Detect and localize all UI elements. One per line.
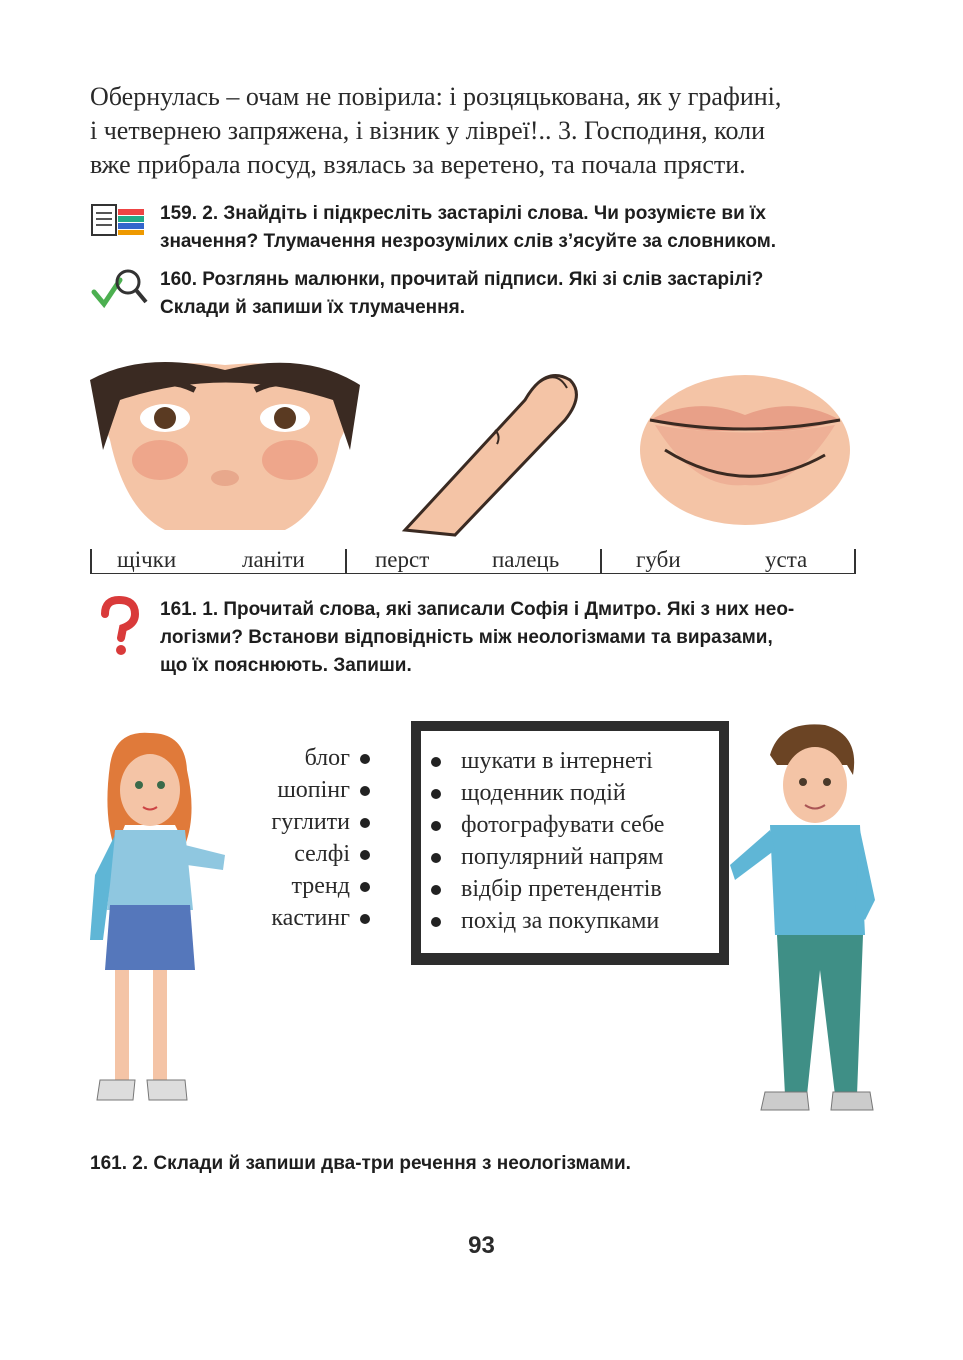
neologism-item [200,838,370,870]
task-160-line-2: Склади й запиши їх тлумачення. [160,297,465,318]
question-mark-icon [95,596,143,658]
word-2: ланіти [242,547,305,572]
task-161-1-line-3: що їх пояснюють. Запиши. [160,655,412,676]
word-4: палець [492,547,560,572]
neologism-item [200,870,370,902]
magnifier-check-icon [90,266,148,310]
face-illustration [85,360,365,540]
word-5: губи [636,547,681,572]
task-159-line-2: значення? Тлумачення незрозумілих слів з’ясуйте за словником. [160,231,777,252]
task-161-1-line-2: логізми? Встанови відповідність між неологізмами та виразами, [160,627,773,648]
neologism-word: селфі [294,841,350,867]
task-161-1 [160,596,860,680]
neologism-item [200,774,370,806]
bullet-icon [431,821,441,831]
neologism-item [200,902,370,934]
definition-item [431,841,719,873]
finger-illustration [395,360,585,540]
word-6: уста [765,547,808,572]
bullet-icon [360,818,370,828]
definitions-board [411,721,729,965]
bullet-icon [360,914,370,924]
task-159-line-1: 159. 2. Знайдіть і підкресліть застарілі слова. Чи розумієте ви їх [160,203,766,224]
intro-line-1: Обернулась – очам не повірила: і розцяцькована, як у графині, [90,82,782,111]
neologism-word: кастинг [271,905,350,931]
definition-text: фотографувати себе [461,812,665,838]
intro-line-3: вже прибрала посуд, взялась за веретено, та почала прясти. [90,150,746,179]
neologism-list [200,742,370,934]
definition-item [431,905,719,937]
definition-item [431,777,719,809]
neologism-item [200,742,370,774]
intro-paragraph [90,80,870,182]
task-161-1-line-1: 161. 1. Прочитай слова, які записали Софія і Дмитро. Які з них нео- [160,599,795,620]
bullet-icon [431,853,441,863]
bullet-icon [431,789,441,799]
definition-item [431,873,719,905]
definition-text: популярний напрям [461,844,664,870]
definition-text: щоденник подій [461,780,626,806]
bullet-icon [431,917,441,927]
bullet-icon [360,754,370,764]
definition-list [421,731,719,937]
bullet-icon [360,850,370,860]
board-panel [421,731,719,953]
word-row [90,549,856,574]
intro-line-2: і четвернею запряжена, і візник у лівреї!.. 3. Господиня, коли [90,116,766,145]
neologism-word: тренд [291,873,350,899]
bullet-icon [431,885,441,895]
neologism-item [200,806,370,838]
book-shelf-icon [90,201,148,239]
word-3: перст [375,547,430,572]
lips-illustration [635,370,855,530]
neologism-word: шопінг [277,777,350,803]
task-160 [160,266,860,322]
task-160-line-1: 160. Розглянь малюнки, прочитай підписи. Які зі слів застарілі? [160,269,764,290]
task-161-2: 161. 2. Склади й запиши два-три речення з неологізмами. [90,1153,631,1174]
bullet-icon [431,757,441,767]
boy-dmytro-illustration [725,720,875,1115]
page-number: 93 [468,1232,495,1259]
neologism-word: блог [304,745,350,771]
neologism-word: гуглити [271,809,350,835]
definition-text: відбір претендентів [461,876,662,902]
definition-text: похід за покупками [461,908,660,934]
bullet-icon [360,786,370,796]
definition-item [431,809,719,841]
bullet-icon [360,882,370,892]
definition-text: шукати в інтернеті [461,748,653,774]
word-1: щічки [117,547,177,572]
definition-item [431,745,719,777]
task-159 [160,200,860,256]
